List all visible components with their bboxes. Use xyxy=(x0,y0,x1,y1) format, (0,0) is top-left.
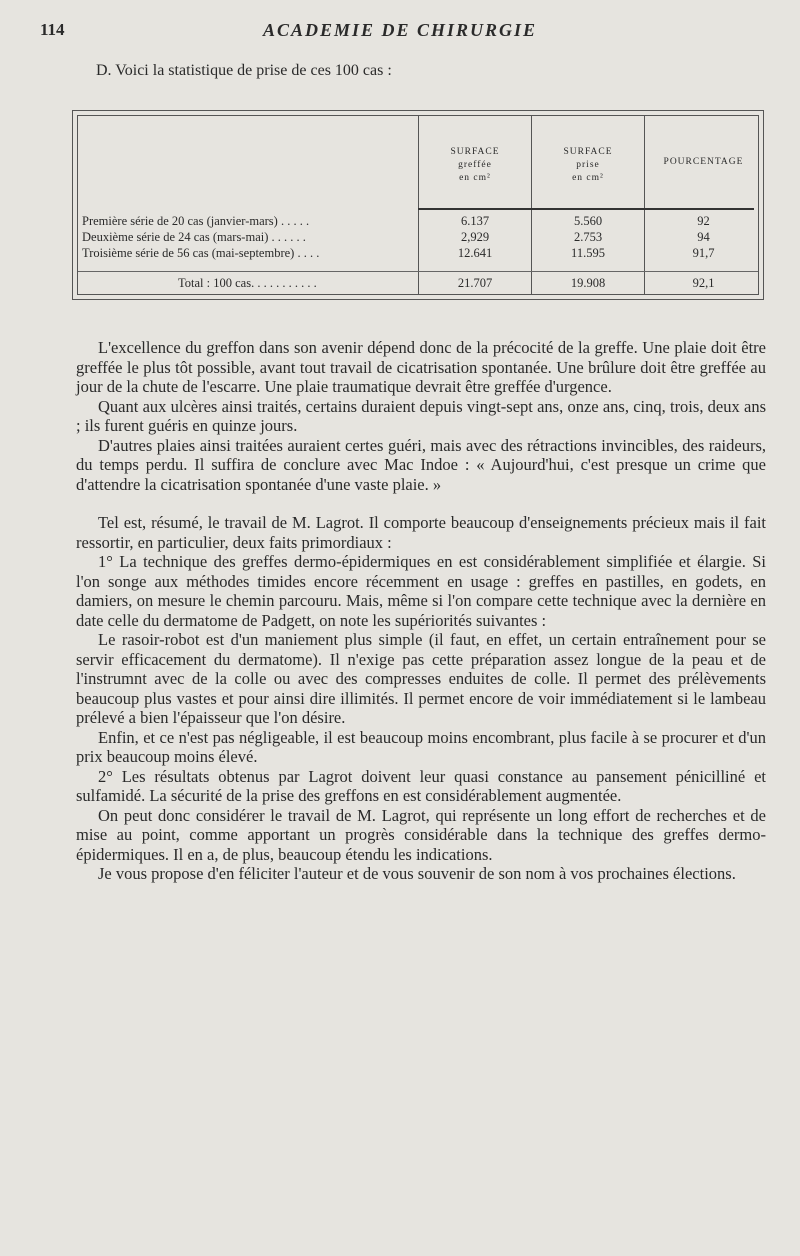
table-row-label: Première série de 20 cas (janvier-mars) . . . . . xyxy=(82,214,310,228)
table-total-cell: 19.908 xyxy=(570,276,606,290)
column-header-pourcentage: POURCENTAGE xyxy=(663,157,744,167)
paragraph: 1° La technique des greffes dermo-épidermiques en est considérablement simplifiée et élargie. Si l'on songe aux méthodes timides encore récemment en usage : greffes en pastilles, en godets, en damiers, on mesure le chemin parcouru. Mais, même si l'on compare cette technique avec la dernière en date celle du dermatome de Padgett, on note les supériorités suivantes : xyxy=(76,552,766,630)
table-total-cell: 92,1 xyxy=(692,276,715,290)
paragraph: L'excellence du greffon dans son avenir dépend donc de la précocité de la greffe. Une plaie doit être greffée le plus tôt possible, avant tout travail de cicatrisation spontanée. Une brûlure doit être greffée au jour de la chute de l'escarre. Une plaie traumatique devrait être greffée d'urgence. xyxy=(76,338,766,396)
table-cell: 6.137 xyxy=(460,214,490,228)
table-cell: 2,929 xyxy=(460,230,490,244)
table-cell: 94 xyxy=(697,230,710,244)
page-header xyxy=(40,20,760,46)
column-divider xyxy=(418,116,419,294)
page-number: 114 xyxy=(40,20,65,39)
table-total-label: Total : 100 cas. . . . . . . . . . . xyxy=(178,276,317,290)
table-cell: 5.560 xyxy=(573,214,603,228)
table-cell: 12.641 xyxy=(457,246,493,260)
table-cell: 92 xyxy=(697,214,710,228)
column-divider xyxy=(531,116,532,294)
paragraph: Quant aux ulcères ainsi traités, certains duraient depuis vingt-sept ans, onze ans, cinq, trois, deux ans ; ils furent guéris en quinze jours. xyxy=(76,396,766,435)
column-divider xyxy=(644,116,645,294)
total-rule xyxy=(78,271,758,272)
table-row-label: Troisième série de 56 cas (mai-septembre) . . . . xyxy=(82,246,320,260)
table-cell: 2.753 xyxy=(573,230,603,244)
paragraph: Le rasoir-robot est d'un maniement plus simple (il faut, en effet, un certain entraînement pour se servir efficacement du dermatome). Il n'exige pas cette préparation assez longue de la peau et de l'instrumnt avec de la colle ou avec des compresses enduites de colle. Il permet des prélèvements beaucoup plus vastes et pour ainsi dire illimités. Il permet encore de voir immédiatement si le lambeau prélevé a bien l'épaisseur que l'on désire. xyxy=(76,630,766,727)
paragraph: Tel est, résumé, le travail de M. Lagrot. Il comporte beaucoup d'enseignements précieux mais il fait ressortir, en particulier, deux faits primordiaux : xyxy=(76,513,766,552)
paragraph: D'autres plaies ainsi traitées auraient certes guéri, mais avec des rétractions invincibles, des raideurs, du temps perdu. Il suffira de conclure avec Mac Indoe : « Aujourd'hui, c'est presque un crime que d'attendre la cicatrisation spontanée d'une vaste plaie. » xyxy=(76,435,766,494)
statistics-table xyxy=(72,110,764,300)
intro-line: D. Voici la statistique de prise de ces 100 cas : xyxy=(96,62,392,79)
paragraph: 2° Les résultats obtenus par Lagrot doivent leur quasi constance au pansement pénicilliné et sulfamidé. La sécurité de la prise des greffons en est considérablement augmentée. xyxy=(76,766,766,805)
column-header-surface-greffee: SURFACE greffée en cm² xyxy=(450,147,500,183)
table-cell: 91,7 xyxy=(692,246,715,260)
table-total-cell: 21.707 xyxy=(457,276,493,290)
table-cell: 11.595 xyxy=(571,246,605,260)
table-row-label: Deuxième série de 24 cas (mars-mai) . . . . . . xyxy=(82,230,306,244)
paragraph: On peut donc considérer le travail de M. Lagrot, qui représente un long effort de recherches et de mise au point, comme apportant un progrès considérable dans la technique des greffes dermo-épidermiques. Il en a, de plus, beaucoup étendu les indications. xyxy=(76,805,766,864)
paragraph: Je vous propose d'en féliciter l'auteur et de vous souvenir de son nom à vos prochaines élections. xyxy=(98,864,736,883)
statistics-table-inner xyxy=(77,115,759,295)
paragraph: Enfin, et ce n'est pas négligeable, il est beaucoup moins encombrant, plus facile à se procurer et d'un prix beaucoup moins élevé. xyxy=(76,727,766,766)
header-rule xyxy=(418,208,754,210)
running-title: ACADEMIE DE CHIRURGIE xyxy=(262,20,538,40)
column-header-surface-prise: SURFACE prise en cm² xyxy=(563,147,613,183)
body-text xyxy=(76,338,766,884)
